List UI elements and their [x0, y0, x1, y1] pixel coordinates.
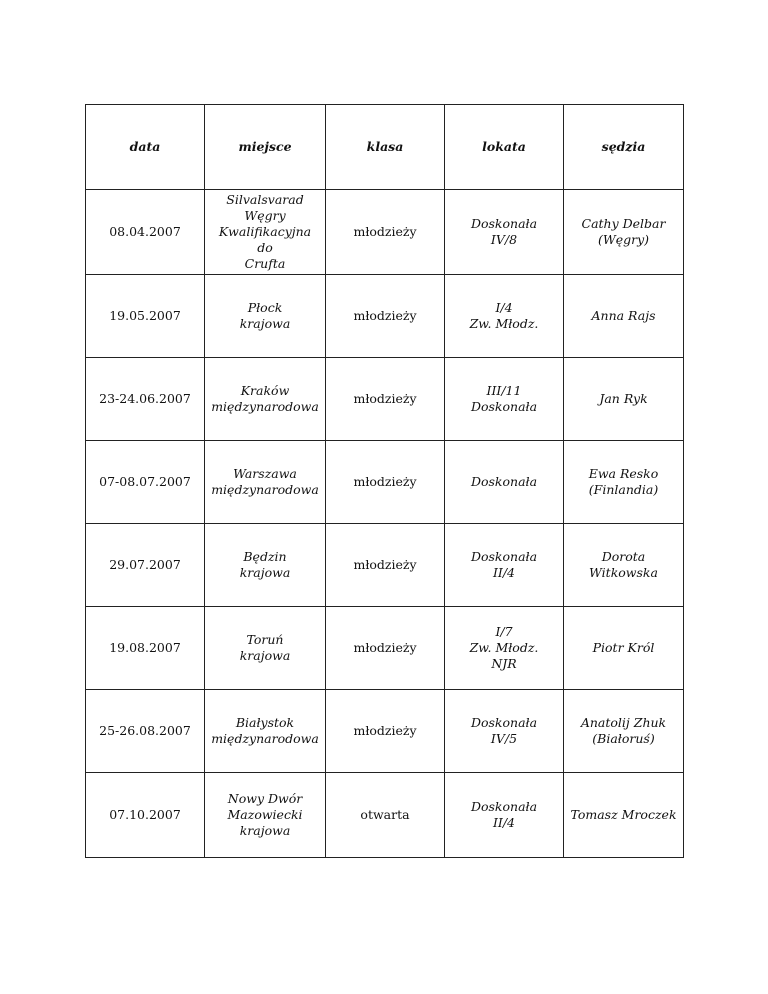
cell-date — [86, 358, 205, 441]
cell-text: 23-24.06.2007 — [99, 391, 191, 406]
cell-text: 29.07.2007 — [109, 557, 181, 572]
cell-class — [326, 358, 445, 441]
cell-date — [86, 690, 205, 773]
cell-text: młodzieży — [353, 557, 417, 572]
cell-judge — [564, 607, 684, 690]
cell-line: Anna Rajs — [591, 308, 656, 323]
cell-line: Kwalifikacyjna do — [218, 224, 312, 255]
cell-line: krajowa — [239, 316, 291, 331]
cell-line: międzynarodowa — [211, 482, 319, 497]
cell-line: Doskonała — [470, 715, 538, 730]
cell-text: 08.04.2007 — [109, 224, 181, 239]
cell-result — [445, 607, 564, 690]
cell-judge — [564, 690, 684, 773]
cell-line: Węgry — [244, 208, 286, 223]
cell-line: Białystok — [235, 715, 295, 730]
cell-judge — [564, 275, 684, 358]
cell-result — [445, 690, 564, 773]
cell-class — [326, 607, 445, 690]
cell-text: otwarta — [360, 807, 410, 822]
cell-line: Piotr Król — [592, 640, 655, 655]
header-judge: sędzia — [564, 105, 684, 190]
cell-text: młodzieży — [353, 391, 417, 406]
table-row — [86, 524, 684, 607]
cell-line: III/11 — [486, 383, 522, 398]
cell-line: Witkowska — [589, 565, 658, 580]
cell-place — [205, 190, 326, 275]
cell-text: 25-26.08.2007 — [99, 723, 191, 738]
cell-judge — [564, 358, 684, 441]
cell-class — [326, 524, 445, 607]
cell-date — [86, 524, 205, 607]
cell-line: Doskonała — [470, 399, 538, 414]
cell-line: Zw. Młodz. — [469, 640, 539, 655]
cell-text: młodzieży — [353, 474, 417, 489]
cell-line: Anatolij Zhuk — [580, 715, 667, 730]
table-row — [86, 275, 684, 358]
cell-class — [326, 441, 445, 524]
cell-text: młodzieży — [353, 308, 417, 323]
table-row — [86, 690, 684, 773]
table-body — [86, 190, 684, 858]
cell-line: Zw. Młodz. — [469, 316, 539, 331]
cell-result — [445, 190, 564, 275]
cell-line: Doskonała — [470, 474, 538, 489]
cell-line: krajowa — [239, 565, 291, 580]
cell-line: (Węgry) — [597, 232, 650, 247]
cell-line: Mazowiecki — [227, 807, 303, 822]
cell-line: Crufta — [244, 256, 286, 271]
cell-result — [445, 275, 564, 358]
table-header — [86, 105, 684, 190]
cell-date — [86, 441, 205, 524]
cell-line: Cathy Delbar — [581, 216, 666, 231]
cell-date — [86, 607, 205, 690]
cell-line: krajowa — [239, 648, 291, 663]
cell-place — [205, 607, 326, 690]
cell-line: międzynarodowa — [211, 399, 319, 414]
cell-text: 07.10.2007 — [109, 807, 181, 822]
cell-judge — [564, 190, 684, 275]
cell-line: Jan Ryk — [599, 391, 648, 406]
cell-line: Doskonała — [470, 216, 538, 231]
cell-judge — [564, 524, 684, 607]
cell-place — [205, 524, 326, 607]
cell-line: Warszawa — [233, 466, 297, 481]
cell-result — [445, 358, 564, 441]
cell-place — [205, 441, 326, 524]
cell-class — [326, 773, 445, 858]
header-result: lokata — [445, 105, 564, 190]
cell-place — [205, 773, 326, 858]
cell-line: Ewa Resko — [588, 466, 659, 481]
cell-place — [205, 690, 326, 773]
cell-line: II/4 — [492, 815, 516, 830]
cell-text: 19.08.2007 — [109, 640, 181, 655]
cell-line: Silvalsvarad — [226, 192, 304, 207]
cell-date — [86, 190, 205, 275]
cell-line: Będzin — [243, 549, 287, 564]
table-row — [86, 441, 684, 524]
cell-line: Nowy Dwór — [227, 791, 303, 806]
cell-line: Dorota — [601, 549, 646, 564]
cell-place — [205, 358, 326, 441]
cell-class — [326, 690, 445, 773]
table-row — [86, 773, 684, 858]
cell-line: IV/8 — [490, 232, 518, 247]
cell-line: międzynarodowa — [211, 731, 319, 746]
cell-result — [445, 441, 564, 524]
cell-text: 07-08.07.2007 — [99, 474, 191, 489]
header-row — [86, 105, 684, 190]
table-row — [86, 190, 684, 275]
cell-text: młodzieży — [353, 640, 417, 655]
cell-line: Płock — [247, 300, 283, 315]
cell-line: Doskonała — [470, 549, 538, 564]
cell-line: I/4 — [495, 300, 513, 315]
cell-text: młodzieży — [353, 224, 417, 239]
cell-line: Toruń — [246, 632, 284, 647]
header-class: klasa — [326, 105, 445, 190]
cell-result — [445, 773, 564, 858]
cell-line: NJR — [491, 656, 517, 671]
cell-text: młodzieży — [353, 723, 417, 738]
header-date: data — [86, 105, 205, 190]
show-results-table — [85, 104, 684, 858]
table-row — [86, 358, 684, 441]
cell-line: Doskonała — [470, 799, 538, 814]
cell-place — [205, 275, 326, 358]
cell-date — [86, 773, 205, 858]
cell-line: II/4 — [492, 565, 516, 580]
cell-line: krajowa — [239, 823, 291, 838]
cell-line: (Białoruś) — [592, 731, 655, 746]
cell-line: I/7 — [495, 624, 513, 639]
cell-judge — [564, 773, 684, 858]
cell-line: (Finlandia) — [588, 482, 659, 497]
cell-class — [326, 275, 445, 358]
cell-line: IV/5 — [490, 731, 518, 746]
cell-judge — [564, 441, 684, 524]
cell-result — [445, 524, 564, 607]
table-row — [86, 607, 684, 690]
cell-class — [326, 190, 445, 275]
cell-line: Tomasz Mroczek — [570, 807, 677, 822]
cell-date — [86, 275, 205, 358]
cell-text: 19.05.2007 — [109, 308, 181, 323]
cell-line: Kraków — [240, 383, 290, 398]
header-place: miejsce — [205, 105, 326, 190]
